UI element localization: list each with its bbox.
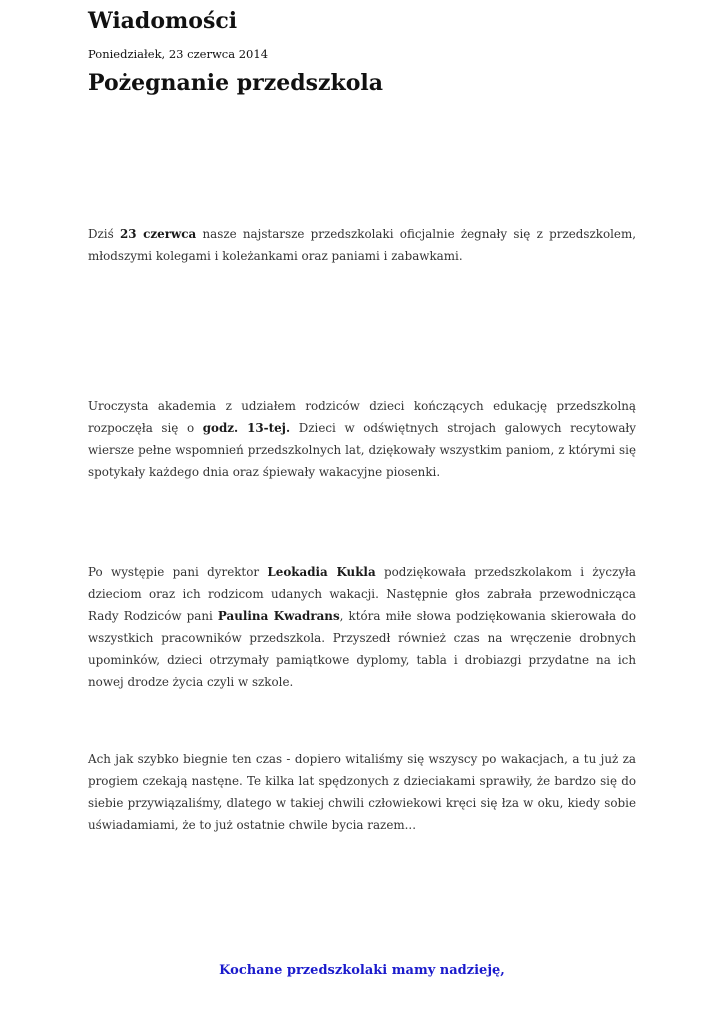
paragraph-text: nasze najstarsze przedszkolaki oficjalnie żegnały się z przedszkolem, młodszymi kolegami i koleżankami oraz paniami i zabawkami.: [88, 227, 636, 263]
paragraph-text: Po występie pani dyrektor: [88, 565, 268, 579]
paragraph-3: [88, 561, 636, 693]
paragraph-text: Dzieci w odświętnych strojach galowych recytowały wiersze pełne wspomnień przedszkolnych lat, dziękowały wszystkim paniom, z którymi się spotykały każdego dnia oraz śpiewały wakacyjne piosenki.: [88, 421, 636, 479]
bold-date: 23 czerwca: [119, 227, 197, 241]
paragraph-4: [88, 748, 636, 836]
publish-date: Poniedziałek, 23 czerwca 2014: [88, 47, 269, 61]
paragraph-text: Dziś: [88, 227, 120, 241]
paragraph-1: [88, 223, 636, 267]
bold-chairwoman-name: Paulina Kwadrans: [217, 609, 340, 623]
paragraph-text: podziękowała przedszkolakom i życzyła dzieciom oraz ich rodzicom udanych wakacji. Następnie głos zabrała przewodnicząca Rady Rodziców pani: [88, 565, 636, 623]
closing-line: Kochane przedszkolaki mamy nadzieję,: [219, 963, 505, 978]
bold-time: godz. 13-tej.: [202, 421, 291, 435]
paragraph-text: Uroczysta akademia z udziałem rodziców dzieci kończących edukację przedszkolną rozpoczęła się o: [88, 399, 636, 435]
bold-director-name: Leokadia Kukla: [267, 565, 376, 579]
section-title: Wiadomości: [88, 8, 238, 34]
paragraph-text: Ach jak szybko biegnie ten czas - dopiero witaliśmy się wszyscy po wakacjach, a tu już za progiem czekają nastęne. Te kilka lat spędzonych z dzieciakami sprawiły, że bardzo się do siebie przywiązaliśmy, dlatego w takiej chwili człowiekowi kręci się łza w oku, kiedy sobie uświadamiami, że to już ostatnie chwile bycia razem...: [88, 752, 636, 832]
paragraph-text: , która miłe słowa podziękowania skierowała do wszystkich pracowników przedszkola. Przyszedł również czas na wręczenie drobnych upominków, dzieci otrzymały pamiątkowe dyplomy, tabla i drobiazgi przydatne na ich nowej drodze życia czyli w szkole.: [88, 609, 636, 689]
article-title: Pożegnanie przedszkola: [88, 70, 384, 96]
paragraph-2: [88, 395, 636, 483]
